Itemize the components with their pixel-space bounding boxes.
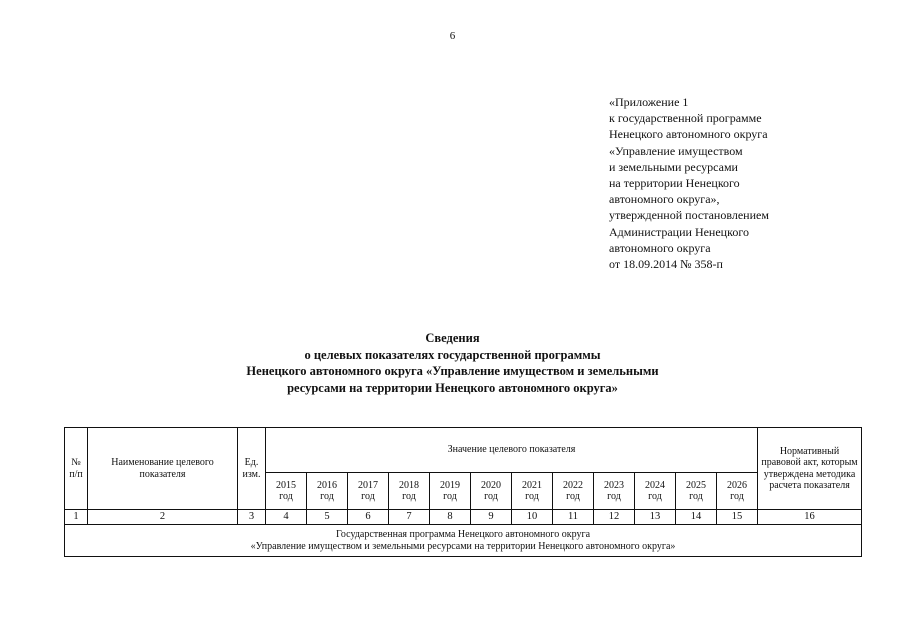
column-number: 6	[348, 510, 389, 525]
year-value: 2015	[276, 479, 296, 491]
year-unit: год	[648, 491, 662, 502]
column-number: 8	[430, 510, 471, 525]
appendix-line: к государственной программе	[609, 111, 762, 126]
year-value: 2021	[522, 479, 542, 491]
year-cell	[471, 473, 512, 510]
header-row	[65, 428, 862, 473]
column-number: 2	[88, 510, 238, 525]
header-values: Значение целевого показателя	[266, 428, 758, 473]
year-unit: год	[443, 491, 457, 502]
year-cell	[635, 473, 676, 510]
year-cell	[594, 473, 635, 510]
year-cell	[676, 473, 717, 510]
column-number: 1	[65, 510, 88, 525]
heading-line: ресурсами на территории Ненецкого автономного округа»	[287, 380, 618, 395]
column-number: 4	[266, 510, 307, 525]
year-cell	[430, 473, 471, 510]
column-number: 10	[512, 510, 553, 525]
column-number: 9	[471, 510, 512, 525]
header-normative: Нормативный правовой акт, которым утверждена методика расчета показателя	[758, 428, 862, 510]
year-value: 2024	[645, 479, 665, 491]
program-title-line: Государственная программа Ненецкого автономного округа	[335, 529, 591, 540]
year-unit: год	[566, 491, 580, 502]
year-cell	[389, 473, 430, 510]
column-number: 12	[594, 510, 635, 525]
year-value: 2022	[563, 479, 583, 491]
year-value: 2019	[440, 479, 460, 491]
year-value: 2018	[399, 479, 419, 491]
year-cell	[307, 473, 348, 510]
header-name: Наименование целевого показателя	[88, 428, 238, 510]
year-unit: год	[689, 491, 703, 502]
year-value: 2025	[686, 479, 706, 491]
column-number: 13	[635, 510, 676, 525]
appendix-line: автономного округа»,	[609, 192, 720, 207]
indicators-table	[64, 427, 862, 557]
appendix-line: от 18.09.2014 № 358-п	[609, 257, 723, 272]
appendix-line: «Приложение 1	[609, 95, 689, 109]
page-number: 6	[449, 30, 456, 42]
column-number: 15	[717, 510, 758, 525]
year-unit: год	[730, 491, 744, 502]
year-unit: год	[484, 491, 498, 502]
year-unit: год	[320, 491, 334, 502]
heading-line: Сведения	[425, 331, 480, 345]
year-value: 2016	[317, 479, 337, 491]
year-cell	[512, 473, 553, 510]
column-number: 3	[238, 510, 266, 525]
column-number: 5	[307, 510, 348, 525]
year-value: 2020	[481, 479, 501, 491]
year-unit: год	[402, 491, 416, 502]
header-unit: Ед. изм.	[238, 428, 266, 510]
numbering-row	[65, 510, 862, 525]
appendix-line: «Управление имуществом	[609, 143, 743, 158]
appendix-line: утвержденной постановлением	[609, 208, 769, 223]
heading-line: о целевых показателях государственной программы	[304, 347, 601, 362]
year-unit: год	[525, 491, 539, 502]
program-title-cell	[65, 525, 862, 557]
appendix-line: на территории Ненецкого	[609, 176, 740, 191]
column-number: 14	[676, 510, 717, 525]
column-number: 7	[389, 510, 430, 525]
year-value: 2026	[727, 479, 747, 491]
appendix-line: автономного округа	[609, 240, 711, 255]
year-cell	[348, 473, 389, 510]
year-unit: год	[607, 491, 621, 502]
year-unit: год	[279, 491, 293, 502]
appendix-line: Администрации Ненецкого	[609, 224, 749, 239]
header-no: № п/п	[65, 428, 88, 510]
appendix-block	[609, 94, 769, 272]
appendix-line: Ненецкого автономного округа	[609, 127, 768, 142]
year-cell	[266, 473, 307, 510]
column-number: 11	[553, 510, 594, 525]
appendix-line: и земельными ресурсами	[609, 159, 738, 174]
column-number: 16	[758, 510, 862, 525]
document-heading	[0, 330, 905, 396]
year-value: 2023	[604, 479, 624, 491]
program-row	[65, 525, 862, 557]
year-unit: год	[361, 491, 375, 502]
year-cell	[553, 473, 594, 510]
year-cell	[717, 473, 758, 510]
heading-line: Ненецкого автономного округа «Управление имуществом и земельными	[246, 364, 659, 378]
program-title-line: «Управление имуществом и земельными ресурсами на территории Ненецкого автономного округа»	[250, 540, 676, 552]
year-value: 2017	[358, 479, 378, 491]
